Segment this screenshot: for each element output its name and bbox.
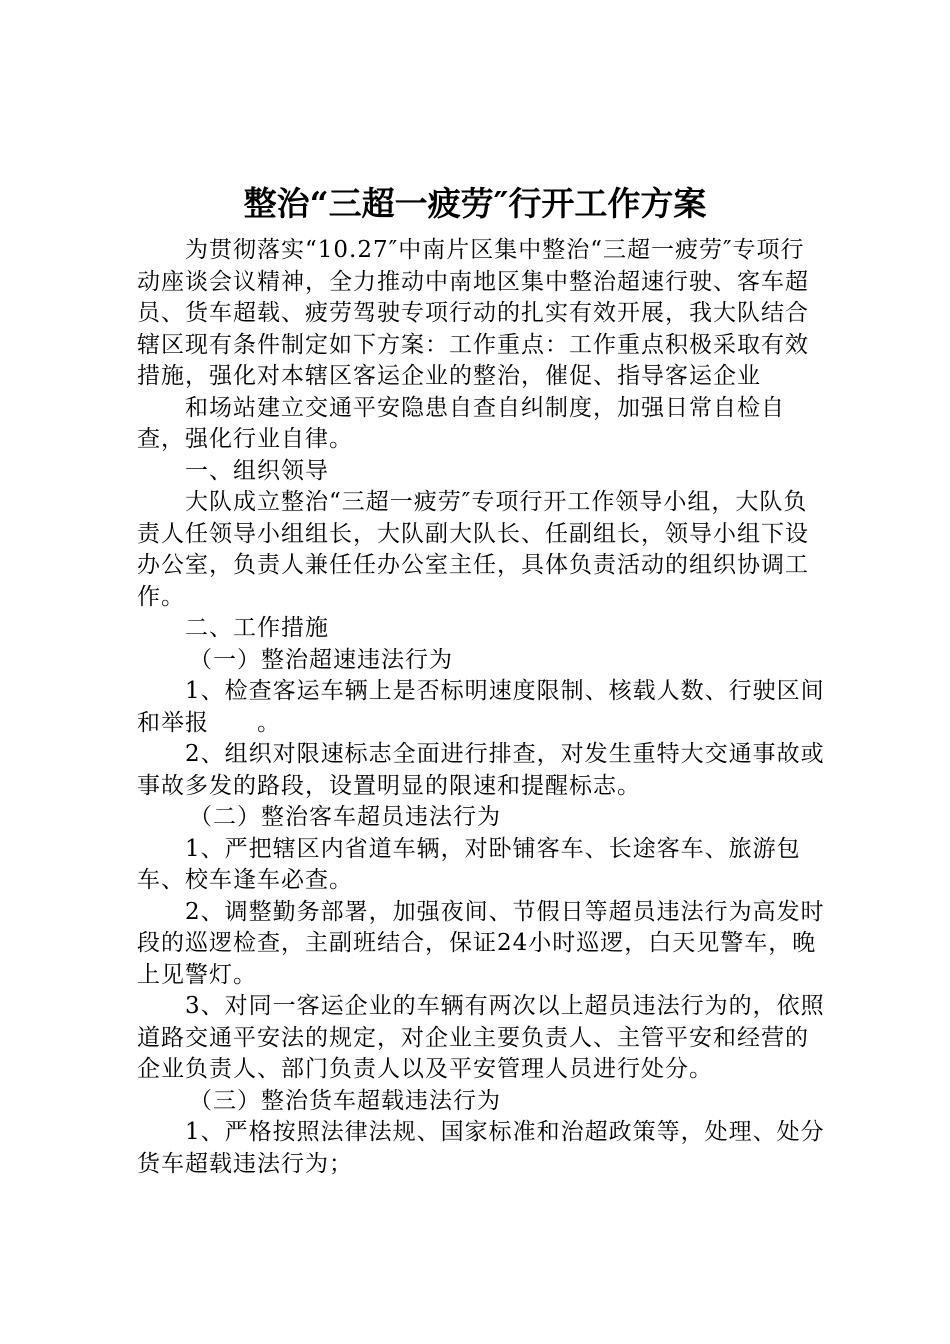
subheading-overcrowding: （二）整治客车超员违法行为	[189, 804, 501, 830]
intro-continuation-paragraph: 和场站建立交通平安隐患自查自纠制度，加强日常自检自查，强化行业自律。	[137, 394, 785, 452]
subheading-speeding: （一）整治超速违法行为	[189, 646, 453, 673]
section-heading-measures: 二、工作措施	[185, 615, 329, 641]
section-heading-organization: 一、组织领导	[185, 457, 329, 484]
document-title: 整治“三超一疲劳″行开工作方案	[243, 184, 707, 223]
speeding-item-1: 1、检查客运车辆上是否标明速度限制、核载人数、行驶区间和举报 。	[137, 678, 825, 736]
organization-paragraph: 大队成立整治“三超一疲劳″专项行开工作领导小组，大队负责人任领导小组组长，大队副大队长、任副组长，领导小组下设办公室，负责人兼任任办公室主任，具体负责活动的组织协调工作。	[137, 489, 809, 610]
speeding-item-2: 2、组织对限速标志全面进行排查，对发生重特大交通事故或事故多发的路段，设置明显的限速和提醒标志。	[137, 741, 825, 799]
document-body	[137, 235, 827, 1180]
overloading-item-1: 1、严格按照法律法规、国家标准和治超政策等，处理、处分货车超载违法行为；	[137, 1119, 825, 1177]
overcrowding-item-2: 2、调整勤务部署，加强夜间、节假日等超员违法行为高发时段的巡逻检查，主副班结合，保证24小时巡逻，白天见警车，晚上见警灯。	[137, 898, 825, 988]
overcrowding-item-3: 3、对同一客运企业的车辆有两次以上超员违法行为的，依照道路交通平安法的规定，对企业主要负责人、主管平安和经营的企业负责人、部门负责人以及平安管理人员进行处分。	[137, 993, 825, 1082]
subheading-overloading: （三）整治货车超载违法行为	[189, 1087, 501, 1114]
intro-paragraph: 为贯彻落实“10.27″中南片区集中整治“三超一疲劳″专项行动座谈会议精神，全力推动中南地区集中整治超速行驶、客车超员、货车超载、疲劳驾驶专项行动的扎实有效开展，我大队结合辖区现有条件制定如下方案：工作重点：工作重点积极采取有效措施，强化对本辖区客运企业的整治，催促、指导客运企业	[137, 237, 809, 389]
overcrowding-item-1: 1、严把辖区内省道车辆，对卧铺客车、长途客车、旅游包车、校车逢车必查。	[137, 835, 801, 893]
